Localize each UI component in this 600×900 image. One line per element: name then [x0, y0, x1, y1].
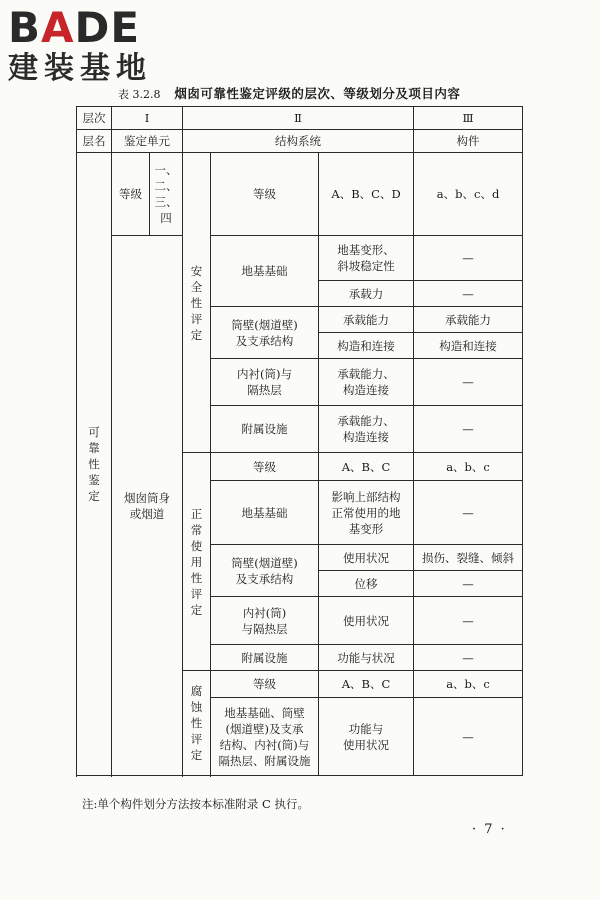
corrosion-items-iii: — — [414, 698, 523, 776]
service-attach-c: 功能与状况 — [319, 645, 414, 671]
header-name: 层名 — [77, 130, 112, 153]
evaluation-table — [76, 106, 523, 776]
safety-wall-c2-iii: 构造和连接 — [414, 333, 523, 359]
service-foundation: 地基基础 — [211, 481, 319, 545]
logo-subtitle: 建装基地 — [8, 51, 152, 86]
service-grade-label: 等级 — [211, 453, 319, 481]
service-lining: 内衬(筒) 与隔热层 — [211, 597, 319, 645]
corrosion-grade-iii: a、b、c — [414, 671, 523, 698]
header-member: 构件 — [414, 130, 523, 153]
safety-foundation-c1: 地基变形、 斜坡稳定性 — [319, 236, 414, 281]
corrosion-grade-ii: A、B、C — [319, 671, 414, 698]
safety-attach-iii: — — [414, 406, 523, 453]
safety-foundation-c2: 承载力 — [319, 281, 414, 307]
header-row-levels — [77, 107, 523, 130]
safety-wall-c2: 构造和连接 — [319, 333, 414, 359]
header-level: 层次 — [77, 107, 112, 130]
unit-grade-label: 等级 — [112, 153, 150, 236]
header-unit: 鉴定单元 — [112, 130, 183, 153]
watermark-logo — [8, 3, 152, 86]
service-wall-c1: 使用状况 — [319, 545, 414, 571]
header-level-3: Ⅲ — [414, 107, 523, 130]
service-wall-c2: 位移 — [319, 571, 414, 597]
safety-wall-c1-iii: 承载能力 — [414, 307, 523, 333]
header-system: 结构系统 — [183, 130, 414, 153]
corrosion-items: 地基基础、筒壁 (烟道壁)及支承 结构、内衬(筒)与 隔热层、附属设施 — [211, 698, 319, 776]
table-title: 烟囱可靠性鉴定评级的层次、等级划分及项目内容 — [174, 86, 461, 101]
safety-wall-c1: 承载能力 — [319, 307, 414, 333]
header-row-names — [77, 130, 523, 153]
service-grade-ii: A、B、C — [319, 453, 414, 481]
safety-grade-iii: a、b、c、d — [414, 153, 523, 236]
service-wall: 筒壁(烟道壁) 及支承结构 — [211, 545, 319, 597]
corrosion-items-c: 功能与 使用状况 — [319, 698, 414, 776]
table-number: 表 3.2.8 — [118, 88, 161, 101]
table-caption — [118, 84, 460, 102]
service-wall-c1-iii: 损伤、裂缝、倾斜 — [414, 545, 523, 571]
safety-foundation-c1-iii: — — [414, 236, 523, 281]
logo-wordmark: BADE — [8, 3, 141, 52]
unit-grade-values: 一、 二、 三、 四 — [150, 153, 183, 236]
service-label: 正 常 使 用 性 评 定 — [183, 453, 211, 671]
safety-lining-iii: — — [414, 359, 523, 406]
corrosion-grade-label: 等级 — [211, 671, 319, 698]
corrosion-label: 腐 蚀 性 评 定 — [183, 671, 211, 776]
safety-wall: 筒壁(烟道壁) 及支承结构 — [211, 307, 319, 359]
table-row — [77, 153, 523, 236]
table-footnote: 注:单个构件划分方法按本标准附录 C 执行。 — [82, 797, 309, 811]
unit-name: 烟囱筒身 或烟道 — [112, 236, 183, 776]
safety-foundation-c2-iii: — — [414, 281, 523, 307]
safety-attach-c: 承载能力、 构造连接 — [319, 406, 414, 453]
safety-attach: 附属设施 — [211, 406, 319, 453]
safety-label: 安 全 性 评 定 — [183, 153, 211, 453]
header-level-1: Ⅰ — [112, 107, 183, 130]
service-grade-iii: a、b、c — [414, 453, 523, 481]
header-level-2: Ⅱ — [183, 107, 414, 130]
reliability-label: 可 靠 性 鉴 定 — [77, 153, 112, 776]
table-row — [77, 236, 523, 281]
service-attach-iii: — — [414, 645, 523, 671]
safety-lining: 内衬(筒)与 隔热层 — [211, 359, 319, 406]
service-lining-c: 使用状况 — [319, 597, 414, 645]
safety-lining-c: 承载能力、 构造连接 — [319, 359, 414, 406]
page-number: · 7 · — [472, 822, 507, 837]
service-foundation-iii: — — [414, 481, 523, 545]
safety-foundation: 地基基础 — [211, 236, 319, 307]
safety-grade-label: 等级 — [211, 153, 319, 236]
safety-grade-ii: A、B、C、D — [319, 153, 414, 236]
service-attach: 附属设施 — [211, 645, 319, 671]
service-foundation-c: 影响上部结构 正常使用的地 基变形 — [319, 481, 414, 545]
service-lining-iii: — — [414, 597, 523, 645]
service-wall-c2-iii: — — [414, 571, 523, 597]
